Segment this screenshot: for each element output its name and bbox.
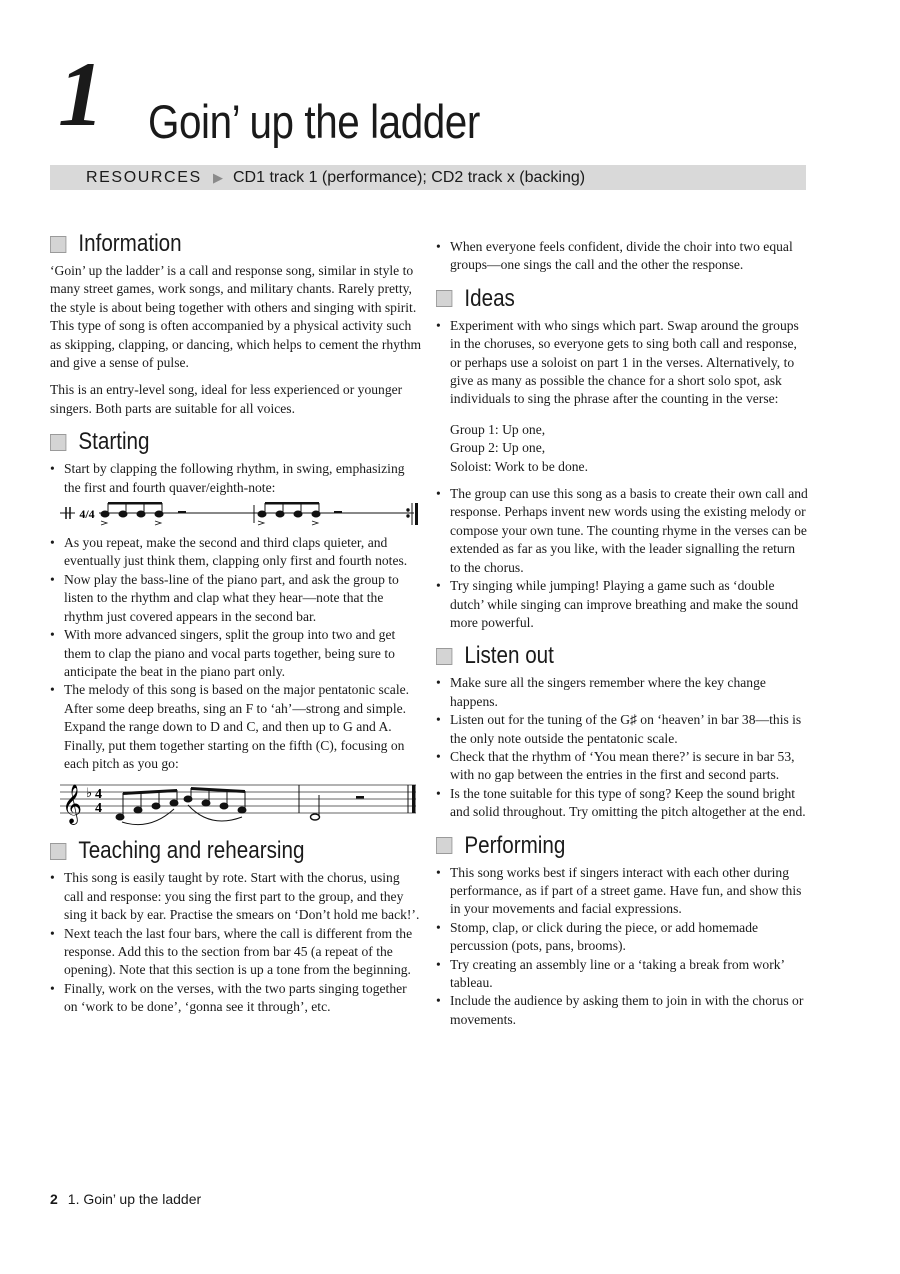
left-column bbox=[50, 230, 422, 1017]
svg-text:♭: ♭ bbox=[86, 786, 93, 802]
bullet-list bbox=[436, 238, 808, 275]
list-item: • As you repeat, make the second and third claps quieter, and eventually just think them, clapping only first and fourth notes. bbox=[50, 534, 422, 571]
list-item: • Try creating an assembly line or a ‘taking a break from work’ tableau. bbox=[436, 956, 808, 993]
svg-text:4: 4 bbox=[95, 801, 102, 817]
bullet-list bbox=[436, 674, 808, 821]
melody-notation bbox=[50, 777, 420, 827]
paragraph: ‘Goin’ up the ladder’ is a call and response song, similar in style to many street games, work songs, and military chants. Rarely pretty, the style is about being together with others and singing with spirit. This type of song is often accompanied by a physical activity such as skipping, clapping, or dancing, which helps to cement the rhythm and give a sense of pulse. bbox=[50, 263, 422, 371]
heading-text: Information bbox=[78, 230, 182, 257]
list-item: • Next teach the last four bars, where the call is different from the response. Add this to the section from bar 45 (a repeat of the opening). Note that this section is up a tone from the beginning. bbox=[50, 925, 422, 980]
bullet-list bbox=[436, 485, 808, 632]
resources-value: CD1 track 1 (performance); CD2 track x (backing) bbox=[233, 169, 586, 186]
list-item: • The group can use this song as a basis to create their own call and response. Perhaps invent new words using the existing melody or compose your own tune. The counting rhyme in the verses can be extended as far as you like, with the leader signalling the return to the chorus. bbox=[436, 485, 808, 577]
section-heading-performing bbox=[436, 832, 756, 860]
page-footer bbox=[50, 1191, 201, 1207]
example-line: Group 1: Up one, bbox=[450, 421, 546, 437]
list-item: • Finally, work on the verses, with the two parts singing together on ‘work to be done’, ‘gonna see it through’, etc. bbox=[50, 980, 422, 1017]
svg-text:4: 4 bbox=[95, 787, 102, 803]
right-column bbox=[436, 230, 808, 1029]
heading-text: Listen out bbox=[464, 642, 554, 670]
example-line: Soloist: Work to be done. bbox=[450, 458, 588, 474]
list-item: • When everyone feels confident, divide the choir into two equal groups—one sings the call and the other the response. bbox=[436, 238, 808, 275]
square-bullet-icon bbox=[50, 843, 66, 860]
section-heading-listen-out bbox=[436, 642, 756, 670]
list-item: • Try singing while jumping! Playing a game such as ‘double dutch’ while singing can improve breathing and make the sound more powerful. bbox=[436, 577, 808, 632]
list-item: • Make sure all the singers remember where the key change happens. bbox=[436, 674, 808, 711]
time-signature: 4/4 bbox=[79, 507, 95, 522]
rhythm-notation bbox=[50, 501, 420, 531]
list-item: • Listen out for the tuning of the G♯ on ‘heaven’ in bar 38—this is the only note outside the pentatonic scale. bbox=[436, 711, 808, 748]
bullet-list bbox=[436, 317, 808, 409]
list-item: • The melody of this song is based on the major pentatonic scale. After some deep breaths, sing an F to ‘ah’—strong and simple. Expand the range down to D and C, and then up to G and A. Finally, put them together starting on the fifth (C), focusing on each pitch as you go: bbox=[50, 681, 422, 773]
example-line: Group 2: Up one, bbox=[450, 440, 546, 456]
square-bullet-icon bbox=[50, 434, 66, 451]
chapter-number: 1 bbox=[58, 43, 104, 145]
play-arrow-icon: ▶ bbox=[213, 170, 223, 185]
list-item: • Stomp, clap, or click during the piece, or add homemade percussion (pots, pans, brooms). bbox=[436, 919, 808, 956]
heading-text: Teaching and rehearsing bbox=[78, 837, 305, 865]
square-bullet-icon bbox=[50, 236, 66, 253]
running-footer: 1. Goin’ up the ladder bbox=[67, 1191, 202, 1207]
resources-bar bbox=[50, 165, 806, 190]
square-bullet-icon bbox=[436, 837, 452, 854]
list-item: • Is the tone suitable for this type of song? Keep the sound bright and solid throughout. Try omitting the pitch altogether at the end. bbox=[436, 785, 808, 822]
bullet-list bbox=[50, 460, 422, 497]
page-number: 2 bbox=[50, 1191, 58, 1207]
list-item: • Start by clapping the following rhythm, in swing, emphasizing the first and fourth quaver/eighth-note: bbox=[50, 460, 422, 497]
list-item: • Check that the rhythm of ‘You mean there?’ is secure in bar 53, with no gap between the entries in the first and second parts. bbox=[436, 748, 808, 785]
list-item: • Include the audience by asking them to join in with the chorus or movements. bbox=[436, 992, 808, 1029]
list-item: • This song works best if singers interact with each other during performance, as if part of a street game. Have fun, and show this in your movements and facial expressions. bbox=[436, 864, 808, 919]
section-heading-starting bbox=[50, 428, 370, 456]
heading-text: Starting bbox=[78, 428, 150, 456]
heading-text: Ideas bbox=[464, 284, 515, 312]
resources-label: RESOURCES bbox=[86, 169, 202, 186]
section-heading-teaching bbox=[50, 837, 370, 865]
call-response-example bbox=[436, 421, 808, 476]
section-heading-ideas bbox=[436, 285, 756, 313]
section-heading-information bbox=[50, 230, 370, 258]
bullet-list bbox=[50, 534, 422, 773]
svg-text:𝄞: 𝄞 bbox=[62, 784, 83, 825]
heading-text: Performing bbox=[464, 831, 566, 859]
list-item: • This song is easily taught by rote. Start with the chorus, using call and response: you sing the first part to the group, and they sing it back by ear. Practise the smears on ‘Don’t hold me back!’. bbox=[50, 869, 422, 924]
bullet-list bbox=[50, 869, 422, 1016]
chapter-title: Goin’ up the ladder bbox=[148, 95, 480, 148]
paragraph: This is an entry-level song, ideal for less experienced or younger singers. Both parts are suitable for all voices. bbox=[50, 382, 403, 416]
list-item: • Now play the bass-line of the piano part, and ask the group to listen to the rhythm and clap what they hear—note that the rhythm just covered appears in the second bar. bbox=[50, 571, 422, 626]
list-item: • With more advanced singers, split the group into two and get them to clap the piano and vocal parts together, being sure to anticipate the beat in the piano part only. bbox=[50, 626, 422, 681]
bullet-list bbox=[436, 864, 808, 1030]
square-bullet-icon bbox=[436, 648, 452, 665]
list-item: • Experiment with who sings which part. Swap around the groups in the choruses, so everyone gets to sing both call and response, or perhaps use a soloist on part 1 in the verses. Alternatively, to give as many as possible the chance for a short solo spot, ask individuals to sing the phrase after the counting in the verse: bbox=[436, 317, 808, 409]
square-bullet-icon bbox=[436, 290, 452, 307]
